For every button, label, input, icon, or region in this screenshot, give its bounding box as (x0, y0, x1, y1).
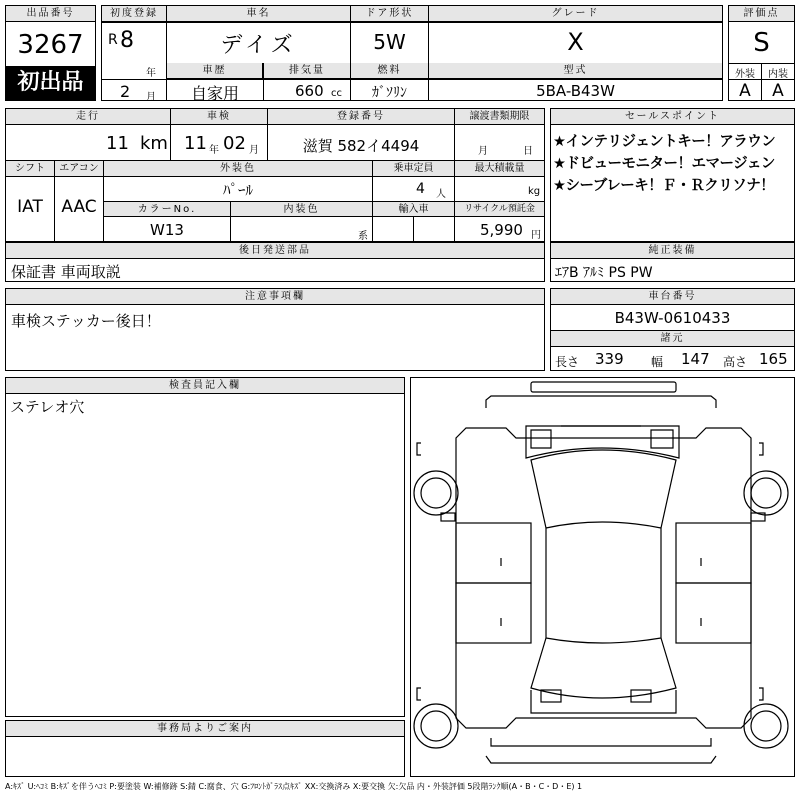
year-unit: 年 (146, 68, 156, 79)
sales-label: セールスポイント (551, 109, 794, 125)
first-listing-badge: 初出品 (6, 66, 95, 100)
color-no-label: カラーNo. (104, 202, 230, 217)
month-unit: 月 (146, 92, 156, 103)
exterior-color: ﾊﾟｰﾙ (222, 181, 253, 199)
plate-label: 登録番号 (268, 109, 454, 125)
recycle-fee: 5,990 (480, 221, 523, 239)
fuel-label: 燃料 (351, 63, 428, 79)
chassis-box (550, 288, 795, 371)
dims-label: 諸元 (551, 331, 794, 347)
spec-grid (5, 108, 545, 242)
lot-label: 出品番号 (6, 6, 95, 22)
reg-month: 2 (120, 82, 131, 101)
grade: X (567, 28, 584, 56)
later-parts-box (5, 242, 545, 282)
later-parts-label: 後日発送部品 (6, 243, 544, 259)
notes-label: 注意事項欄 (6, 289, 544, 305)
office-box (5, 720, 405, 777)
reg-year: 8 (120, 28, 134, 53)
cc-unit: cc (331, 88, 342, 99)
car-name: デイズ (220, 33, 297, 58)
door-label: ドア形状 (351, 6, 428, 22)
interior-unit: 系 (358, 231, 368, 242)
fuel: ｶﾞｿﾘﾝ (372, 85, 407, 101)
lot-number: 3267 (17, 30, 84, 60)
reg-era: R (108, 32, 118, 48)
inspector-text: ステレオ穴 (10, 398, 85, 416)
sales-point: ★シーブレーキ！Ｆ・Ｒクリソナ！ (553, 178, 775, 194)
first-reg-label: 初度登録 (102, 6, 166, 22)
interior-grade: A (772, 81, 784, 101)
transfer-label: 譲渡書類期限 (455, 109, 544, 125)
recycle-unit: 円 (531, 230, 541, 241)
sales-point: ★インテリジェントキー！アラウン (553, 134, 776, 150)
shift: IAT (17, 197, 43, 217)
header-grid (101, 5, 723, 101)
car-outline-diagram (411, 378, 794, 776)
height: 165 (759, 350, 788, 368)
km-unit: km (140, 133, 168, 154)
ac-label: エアコン (55, 161, 103, 177)
interior-label: 内装 (768, 69, 788, 80)
later-parts: 保証書 車両取説 (11, 263, 121, 281)
transfer-month-unit: 月 (478, 146, 488, 157)
sales-point: ★ドビューモニター！エマージェン (553, 156, 775, 172)
length: 339 (595, 350, 624, 368)
height-label: 高さ (723, 355, 748, 369)
exterior-label: 外装 (735, 69, 755, 80)
notes-text: 車検ステッカー後日！ (11, 312, 161, 330)
score: S (753, 28, 770, 58)
inspection-year-unit: 年 (209, 145, 219, 156)
car-diagram (410, 377, 795, 777)
equipment-box (550, 242, 795, 282)
chassis-label: 車台番号 (551, 289, 794, 305)
width: 147 (681, 350, 710, 368)
equipment-label: 純正装備 (551, 243, 794, 259)
length-label: 長さ (555, 355, 580, 369)
import-label: 輸入車 (373, 202, 454, 217)
plate: 滋賀 582イ4494 (302, 137, 420, 155)
car-name-label: 車名 (167, 6, 350, 22)
score-label: 評価点 (729, 6, 794, 22)
capacity: 4 (416, 181, 425, 197)
width-label: 幅 (651, 355, 664, 369)
shift-label: シフト (6, 161, 54, 177)
inspection-label: 車検 (171, 109, 267, 125)
interior-color-label: 内装色 (231, 202, 372, 217)
recycle-label: リサイクル預託金 (455, 202, 544, 217)
history-label: 車歴 (167, 63, 263, 79)
inspector-label: 検査員記入欄 (6, 378, 404, 394)
door-type: 5W (373, 30, 406, 54)
exterior-grade: A (739, 81, 751, 101)
model-code: 5BA-B43W (536, 82, 615, 100)
load-unit: kg (528, 186, 541, 197)
score-box (728, 5, 795, 101)
lot-box (5, 5, 96, 101)
model-label: 型式 (429, 63, 722, 79)
history: 自家用 (190, 84, 239, 103)
ac: AAC (61, 197, 97, 217)
legend: A:ｷｽﾞ U:ﾍｺﾐ B:ｷｽﾞを伴うﾍｺﾐ P:要塗装 W:補修跡 S:錆 C:腐食、穴 G:ﾌﾛﾝﾄｶﾞﾗｽ点ｷｽﾞ XX:交換済み X:要交換 欠:欠品 内・外装評価 5段階ﾗﾝｸ順(A・B・C・D・E) 1 (5, 782, 583, 791)
load-label: 最大積載量 (455, 161, 544, 177)
mileage-label: 走行 (6, 109, 170, 125)
exterior-color-label: 外装色 (104, 161, 372, 177)
inspector-box (5, 377, 405, 717)
color-no: W13 (150, 221, 184, 239)
mileage: 11 (106, 133, 129, 154)
capacity-unit: 人 (436, 189, 446, 200)
equipment: ｴｱB ｱﾙﾐ PS PW (555, 265, 653, 281)
inspection-year: 11 (184, 133, 207, 154)
sales-points-box (550, 108, 795, 242)
transfer-day-unit: 日 (523, 146, 533, 157)
inspection-month: 02 (223, 133, 246, 154)
office-label: 事務局よりご案内 (6, 721, 404, 737)
notes-box (5, 288, 545, 371)
displacement: 660 (295, 82, 324, 100)
chassis-number: B43W-0610433 (614, 309, 731, 327)
inspection-month-unit: 月 (249, 145, 259, 156)
grade-label: グレード (429, 6, 722, 22)
capacity-label: 乗車定員 (373, 161, 454, 177)
displacement-label: 排気量 (264, 63, 350, 79)
